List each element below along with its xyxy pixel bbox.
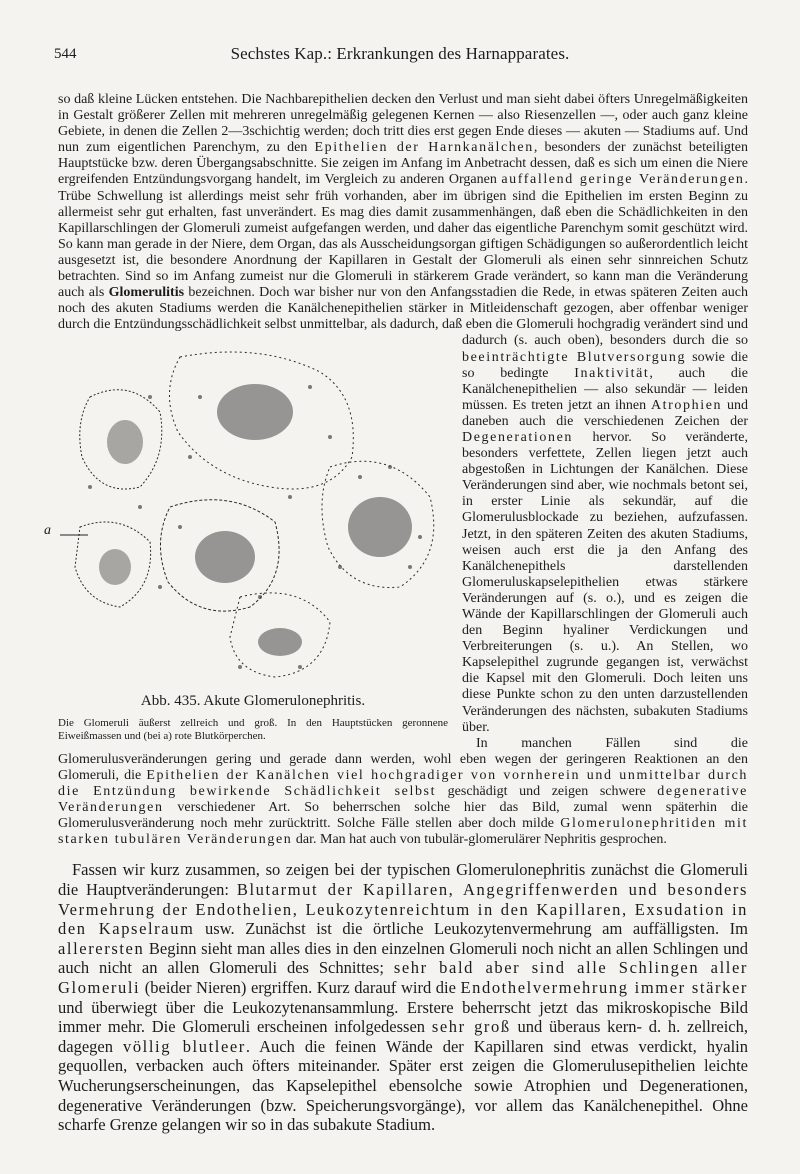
emphasis-text: beeinträchtigte Blutversorgung xyxy=(462,349,687,365)
emphasis-text: Atrophien xyxy=(650,397,723,413)
text-run: (beider Nieren) ergriffen. Kurz darauf wird die xyxy=(140,977,461,997)
emphasis-text: sehr bald aber sind alle Schlingen aller Glomeruli xyxy=(58,958,748,997)
text-run: bezeichnen. Doch war bisher nur von den Anfangsstadien die Rede, in etwas späteren Zeiten auch noch des akuten Stadiums werden die Kanälchenepithelien stärker in Mitleidenschaft gezogen, aber offenbar weniger durch die Entzündungsschädlichkeit selbst unmittelbar, als dadurch, daß eben die Glomeruli hochgradig verändert sind und dadurch (s. auch oben), besonders durch die so xyxy=(58,285,748,349)
text-run: geschädigt und zeigen schwere xyxy=(436,784,658,800)
emphasis-text: auffallend geringe Veränderungen xyxy=(501,172,745,188)
page-header xyxy=(50,38,750,68)
text-run: verschiedener Art. So beherrschen solche hier das Bild, zumal wenn späterhin die Glomerulusveränderung noch mehr zurücktritt. Solche Fälle stellen aber doch milde xyxy=(58,800,748,832)
text-run: usw. Zunächst ist die örtliche Leukozytenvermehrung am auffälligsten. Im xyxy=(194,919,748,939)
emphasis-text: Endothelvermehrung immer stärker xyxy=(460,977,748,997)
emphasis-text: degenerative Veränderungen xyxy=(58,784,748,816)
figure-abb-435 xyxy=(44,333,448,743)
text-run: , besonders der zunächst beteiligten Hauptstücke bzw. deren Übergangsabschnitte. Sie zeigen im Anfang im Anbetracht dessen, daß es sich um einen die Niere ergreifenden Entzündungsvorgang handelt, im Vergleich zu anderen Organen xyxy=(58,140,748,188)
figure-caption-title: Abb. 435. Akute Glomerulonephritis. xyxy=(140,693,366,710)
emphasis-text: Epithelien der Harnkanälchen xyxy=(314,140,534,156)
page-number: 544 xyxy=(54,46,77,62)
text-run: und daneben auch die verschiedenen Zeichen der xyxy=(462,397,748,429)
paragraph-3 xyxy=(58,860,748,1134)
paragraph-2 xyxy=(58,736,748,849)
text-run: In manchen Fällen sind die Glomerulusveränderungen gering und gerade dann werden, wohl eben wegen der geringeren Reaktionen an den Glomeruli, die xyxy=(58,735,748,783)
text-run: Beginn sieht man alles dies in den einzelnen Glomeruli noch nicht an allen Schlingen und auch nicht an allen Glomeruli des Schnittes; xyxy=(58,938,748,978)
summary-section xyxy=(58,860,748,1134)
bold-term: Glomerulitis xyxy=(108,285,185,301)
emphasis-text: Glomerulonephritiden mit starken tubulären Veränderungen xyxy=(58,816,749,848)
emphasis-text: Blutarmut der Kapillaren, Angegriffenwerden und besonders Vermehrung der Endothelien, Leukozytenreichtum in den Kapillaren, Exsudation in den Kapselraum xyxy=(58,880,748,939)
page-body xyxy=(44,92,749,1135)
text-run: Fassen wir kurz zusammen, so zeigen bei der typischen Glomerulonephritis zunächst die Glomeruli die Hauptveränderungen: xyxy=(58,860,748,899)
text-run: . Trübe Schwellung ist allerdings meist sehr früh vorhanden, aber im übrigen sind die Epithelien im ersten Beginn zu allermeist sehr gut erhalten, fast unverändert. Es mag dies damit zusammenhängen, daß eben die Schädlichkeiten in den Kapillarschlingen der Glomeruli zumeist aufgefangen werden, und daher das eigentliche Parenchym somit geschützt wird. So kann man gerade in der Niere, dem Organ, das als Ausscheidungsorgan giftigen Schädigungen so außerordentlich leicht ausgesetzt ist, die besondere Anordnung der Kapillaren in Gestalt der Glomeruli als einen sehr sinnreichen Schutz betrachten. Sind so im Anfang zumeist nur die Glomeruli in stärkerem Grade verändert, so kann man die Veränderung auch als xyxy=(58,172,748,301)
emphasis-text: Inaktivität xyxy=(574,365,650,381)
paragraph-1 xyxy=(44,92,749,743)
text-run: hervor. So veränderte, besonders verfettete, Zellen liegen jetzt auch abgestoßen in Lichtungen der Kanälchen. Diese Veränderungen sind aber, wie nochmals betont sei, in erster Linie als sekundär, auf die Glomerulusblockade zu beziehen, aufzufassen. Jetzt, in den späteren Zeiten des akuten Stadiums, weisen auch erst die ja den Anfang des Kanälchenepithels darstellenden Glomeruluskapselepithelien etwas stärkere Veränderungen auf (s. o.), und es zeigen die Wände der Kapillarschlingen der Glomeruli auch den Beginn hyaliner Verdickungen und Verbreiterungen (s. u.). An Stellen, wo Kapselepithel zugrunde gegangen ist, verwächst die Kapsel mit den Glomeruli. Doch leiten uns diese Punkte schon zu den unten darzustellenden Veränderungen des nächsten, subakuten Stadiums über. xyxy=(462,429,748,735)
emphasis-text: völlig blutleer xyxy=(122,1036,246,1056)
emphasis-text: Degenerationen xyxy=(462,429,574,445)
text-run: und überaus kern- d. h. zellreich, dagegen xyxy=(58,1017,748,1056)
running-title: Sechstes Kap.: Erkrankungen des Harnapparates. xyxy=(230,44,570,63)
text-run: . Auch die feinen Wände der Kapillaren sind etwas verdickt, hyalin gequollen, verbacken auch öfters miteinander. Später erst zeigen die Glomerulusepithelien leichte Wucherungserscheinungen, das Kapselepithel ebensolche sowie Atrophien und Degenerationen, degenerative Veränderungen (bzw. Speicherungsvorgänge), vor allem das Kanälchenepithel. Ohne scharfe Grenze gelangen wir so in das subakute Stadium. xyxy=(58,1036,748,1135)
figure-label-a: a xyxy=(44,523,51,539)
figure-caption-text: Die Glomeruli äußerst zellreich und groß. In den Hauptstücken geronnene Eiweißmassen und (bei a) rote Blutkörperchen. xyxy=(58,717,448,743)
text-run: und überwiegt über die Leukozytenansammlung. Erstere beherrscht jetzt das mikroskopische Bild immer mehr. Die Glomeruli erscheinen infolgedessen xyxy=(58,997,748,1037)
micrograph-image xyxy=(60,337,448,687)
emphasis-text: Epithelien der Kanälchen viel hochgradiger von vornherein und unmittelbar durch die Entzündung bewirkende Schädlichkeit selbst xyxy=(58,767,748,800)
emphasis-text: allerersten xyxy=(58,938,145,958)
text-run: so daß kleine Lücken entstehen. Die Nachbarepithelien decken den Verlust und man sieht dabei öfters Unregelmäßigkeiten in Gestalt größerer Zellen mit mehreren unregelmäßig gelegenen Kernen — also Riesenzellen —, oder auch ganz kleine Gebiete, in denen die Zellen 2—3schichtig werden; doch tritt dies erst gegen Ende dieses — akuten — Stadiums auf. Und nun zum eigentlichen Parenchym, zu den xyxy=(58,92,748,156)
text-run: sowie die so bedingte xyxy=(462,349,749,381)
emphasis-text: sehr groß xyxy=(431,1017,511,1037)
text-run: , auch die Kanälchenepithelien — also sekundär — leiden müssen. Es treten jetzt an ihnen xyxy=(462,365,749,413)
text-run: dar. Man hat auch von tubulär-glomerulärer Nephritis gesprochen. xyxy=(292,832,667,848)
